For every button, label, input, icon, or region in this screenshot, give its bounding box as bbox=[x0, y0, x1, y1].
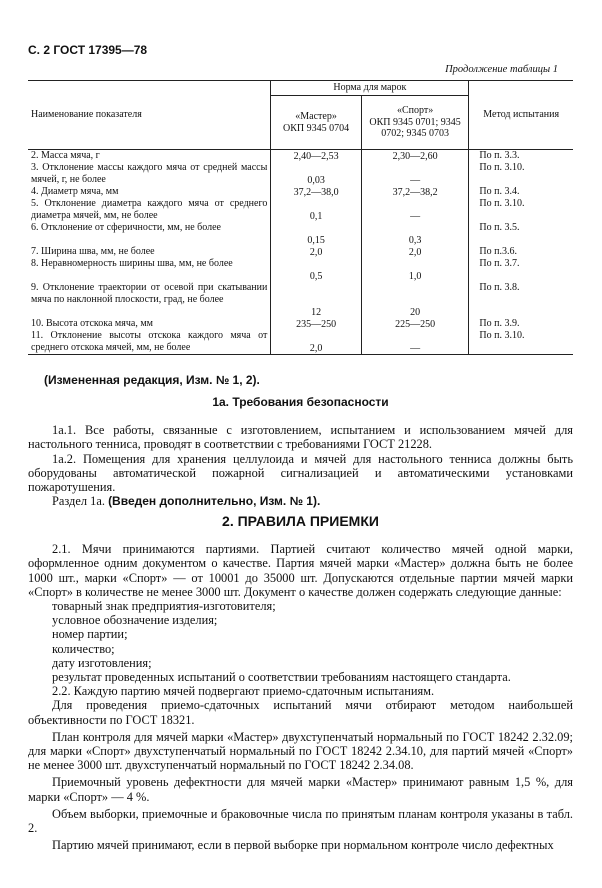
row-sport-value: 2,0 bbox=[361, 246, 469, 258]
table-row bbox=[28, 246, 573, 258]
row-master-value: 0,03 bbox=[271, 162, 361, 186]
row-sport-value: — bbox=[361, 162, 469, 186]
section-1a bbox=[28, 395, 573, 508]
list-item: условное обозначение изделия; bbox=[52, 613, 218, 628]
row-master-value: 2,0 bbox=[271, 246, 361, 258]
paragraph-2-1: 2.1. Мячи принимаются партиями. Партией считают количество мячей одной марки, оформленное одним документом о качестве. Партия мячей марки «Мастер» должна быть не более 1000 шт., марки «Спорт» — от 10001 до 35000 шт. Допускаются отдельные партии мячей марки «Спорт» в количестве не менее 3000 шт. Документ о качестве должен содержать следующие данные: bbox=[28, 542, 573, 599]
added-prefix: Раздел 1а. bbox=[52, 494, 105, 509]
row-name: 11. Отклонение высоты отскока каждого мяча от среднего отскока мячей, мм, не более bbox=[28, 330, 271, 355]
list-item: дату изготовления; bbox=[52, 655, 152, 670]
section-2 bbox=[28, 514, 573, 852]
row-method: По п. 3.10. bbox=[479, 162, 525, 173]
row-method: По п. 3.7. bbox=[479, 258, 520, 269]
row-master-value: 12 bbox=[271, 282, 361, 318]
table-row bbox=[28, 150, 573, 163]
list-item: товарный знак предприятия-изготовителя; bbox=[52, 599, 276, 614]
col-header-norm: Норма для марок bbox=[271, 81, 469, 96]
list-item: номер партии; bbox=[52, 627, 128, 642]
paragraph-1a-1: 1а.1. Все работы, связанные с изготовлением, испытанием и использованием мячей для настольного тенниса, проводят в соответствии с требованиями ГОСТ 21228. bbox=[28, 423, 573, 452]
row-master-value: 37,2—38,0 bbox=[271, 186, 361, 198]
row-method: По п.3.6. bbox=[479, 246, 517, 257]
row-master-value: 0,15 bbox=[271, 222, 361, 246]
row-name: 5. Отклонение диаметра каждого мяча от среднего диаметра мячей, мм, не более bbox=[28, 198, 271, 222]
row-name: 10. Высота отскока мяча, мм bbox=[28, 318, 271, 330]
table-continuation-label: Продолжение таблицы 1 bbox=[445, 64, 558, 75]
table-row bbox=[28, 258, 573, 282]
row-master-value: 2,40—2,53 bbox=[271, 150, 361, 163]
row-sport-value: 20 bbox=[361, 282, 469, 318]
section-2-title: 2. ПРАВИЛА ПРИЕМКИ bbox=[222, 513, 379, 529]
row-sport-value: — bbox=[361, 330, 469, 355]
row-method: По п. 3.4. bbox=[479, 186, 520, 197]
added-note-line bbox=[28, 494, 573, 508]
section-1a-title: 1а. Требования безопасности bbox=[212, 395, 389, 409]
paragraph-2-2-sampling: Для проведения приемо-сдаточных испытаний мячи отбирают методом наибольшей объективности по ГОСТ 18321. bbox=[28, 698, 573, 727]
table-header-row bbox=[28, 81, 573, 96]
table-row bbox=[28, 162, 573, 186]
row-master-value: 0,1 bbox=[271, 198, 361, 222]
page-header: С. 2 ГОСТ 17395—78 bbox=[28, 43, 148, 57]
row-name: 3. Отклонение массы каждого мяча от средней массы мячей, г, не более bbox=[28, 162, 271, 186]
row-sport-value: 225—250 bbox=[361, 318, 469, 330]
row-method: По п. 3.5. bbox=[479, 222, 520, 233]
list-item: результат проведенных испытаний о соответствии требованиям настоящего стандарта. bbox=[52, 670, 511, 685]
paragraph-2-2: 2.2. Каждую партию мячей подвергают приемо-сдаточным испытаниям. bbox=[52, 684, 435, 699]
row-method: По п. 3.8. bbox=[479, 282, 520, 293]
row-method: По п. 3.9. bbox=[479, 318, 520, 329]
table-row bbox=[28, 186, 573, 198]
col-header-method: Метод испытания bbox=[469, 81, 573, 150]
added-note: (Введен дополнительно, Изм. № 1). bbox=[108, 494, 321, 509]
row-name: 2. Масса мяча, г bbox=[28, 150, 271, 163]
row-sport-value: — bbox=[361, 198, 469, 222]
row-name: 6. Отклонение от сферичности, мм, не более bbox=[28, 222, 271, 246]
col-header-master: «Мастер» ОКП 9345 0704 bbox=[271, 96, 361, 150]
col-header-sport: «Спорт» ОКП 9345 0701; 9345 0702; 9345 0703 bbox=[361, 96, 469, 150]
row-name: 9. Отклонение траектории от осевой при скатывании мяча по наклонной плоскости, град, не более bbox=[28, 282, 271, 318]
row-method: По п. 3.10. bbox=[479, 330, 525, 341]
table-row bbox=[28, 318, 573, 330]
row-method: По п. 3.10. bbox=[479, 198, 525, 209]
paragraph-2-2-plan: План контроля для мячей марки «Мастер» двухступенчатый нормальный по ГОСТ 18242 2.32.09; для марки «Спорт» двухступенчатый нормальный по ГОСТ 18242 2.34.10, для партий мячей «Спорт» не менее 3000 шт. двухступенчатый нормальный по ГОСТ 18242 2.34.08. bbox=[28, 729, 573, 773]
row-master-value: 0,5 bbox=[271, 258, 361, 282]
row-sport-value: 0,3 bbox=[361, 222, 469, 246]
document-requirements-list bbox=[28, 599, 573, 684]
list-item: количество; bbox=[52, 641, 115, 656]
row-sport-value: 2,30—2,60 bbox=[361, 150, 469, 163]
row-sport-value: 1,0 bbox=[361, 258, 469, 282]
table-row bbox=[28, 282, 573, 318]
row-name: 8. Неравномерность ширины шва, мм, не более bbox=[28, 258, 271, 282]
paragraph-2-2-acceptance: Партию мячей принимают, если в первой выборке при нормальном контроле число дефектных bbox=[52, 838, 554, 853]
paragraph-2-2-sample-size: Объем выборки, приемочные и браковочные числа по принятым планам контроля указаны в табл. 2. bbox=[28, 806, 573, 836]
row-master-value: 235—250 bbox=[271, 318, 361, 330]
row-sport-value: 37,2—38,2 bbox=[361, 186, 469, 198]
properties-table bbox=[28, 80, 573, 355]
col-header-name: Наименование показателя bbox=[28, 81, 271, 150]
table-row bbox=[28, 330, 573, 355]
row-name: 4. Диаметр мяча, мм bbox=[28, 186, 271, 198]
paragraph-1a-2: 1а.2. Помещения для хранения целлулоида и мячей для настольного тенниса должны быть оборудованы автоматической пожарной сигнализацией и автоматическими установками пожаротушения. bbox=[28, 451, 573, 495]
row-name: 7. Ширина шва, мм, не более bbox=[28, 246, 271, 258]
row-master-value: 2,0 bbox=[271, 330, 361, 355]
revision-note: (Измененная редакция, Изм. № 1, 2). bbox=[44, 373, 260, 387]
table-row bbox=[28, 222, 573, 246]
table-row bbox=[28, 198, 573, 222]
paragraph-2-2-aql: Приемочный уровень дефектности для мячей марки «Мастер» принимают равным 1,5 %, для марки «Спорт» — 4 %. bbox=[28, 775, 573, 804]
row-method: По п. 3.3. bbox=[479, 150, 520, 161]
